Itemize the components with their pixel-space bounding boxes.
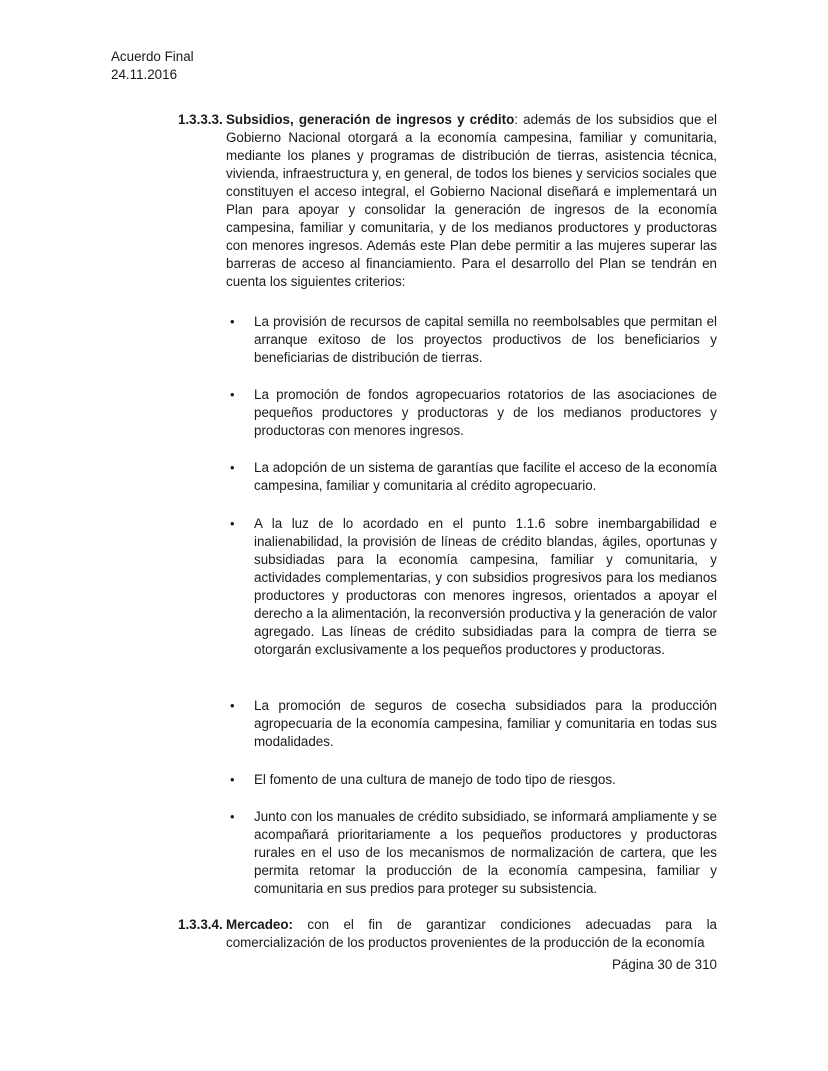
document-header: [111, 48, 194, 84]
section-number: 1.3.3.4.: [178, 917, 223, 932]
bullet-icon: •: [230, 387, 235, 402]
document-title: Acuerdo Final: [111, 49, 194, 64]
bullet-icon: •: [230, 460, 235, 475]
list-item-text: La promoción de fondos agropecuarios rotatorios de las asociaciones de pequeños productores y productoras y de los medianos productores y productoras con menores ingresos.: [254, 387, 717, 438]
section-intro-text: con el fin de garantizar condiciones adecuadas para la comercialización de los productos provenientes de la producción de la economía: [226, 917, 717, 950]
list-item-text: La adopción de un sistema de garantías que facilite el acceso de la economía campesina, familiar y comunitaria al crédito agropecuario.: [254, 460, 717, 493]
section-title: Mercadeo:: [226, 917, 293, 932]
bullet-icon: •: [230, 809, 235, 824]
list-item-text: Junto con los manuales de crédito subsidiado, se informará ampliamente y se acompañará prioritariamente a los pequeños productores y productoras rurales en el uso de los mecanismos de normalización de cartera, que les permita retomar la producción de la economía campesina, familiar y comunitaria en sus predios para proteger su subsistencia.: [254, 809, 717, 896]
section-number: 1.3.3.3.: [178, 112, 223, 127]
section-paragraph: [226, 916, 717, 952]
list-item-text: La promoción de seguros de cosecha subsidiados para la producción agropecuaria de la economía campesina, familiar y comunitaria en todas sus modalidades.: [254, 698, 717, 749]
page-number: Página 30 de 310: [612, 957, 717, 972]
section-intro-text: : además de los subsidios que el Gobierno Nacional otorgará a la economía campesina, familiar y comunitaria, mediante los planes y programas de distribución de tierras, asistencia técnica, vivienda, infraestructura y, en general, de todos los bienes y servicios sociales que constituyen el acceso integral, el Gobierno Nacional diseñará e implementará un Plan para apoyar y consolidar la generación de ingresos de la economía campesina, familiar y comunitaria, y de los medianos productores y productoras con menores ingresos. Además este Plan debe permitir a las mujeres superar las barreras de acceso al financiamiento. Para el desarrollo del Plan se tendrán en cuenta los siguientes criterios:: [226, 112, 717, 289]
section-title: Subsidios, generación de ingresos y crédito: [226, 112, 515, 127]
bullet-icon: •: [230, 698, 235, 713]
section-paragraph: [226, 111, 717, 291]
bullet-icon: •: [230, 516, 235, 531]
bullet-icon: •: [230, 314, 235, 329]
list-item-text: El fomento de una cultura de manejo de todo tipo de riesgos.: [254, 772, 616, 787]
list-item-text: La provisión de recursos de capital semilla no reembolsables que permitan el arranque exitoso de los proyectos productivos de los beneficiarios y beneficiarias de distribución de tierras.: [254, 314, 717, 365]
bullet-icon: •: [230, 772, 235, 787]
document-date: 24.11.2016: [111, 67, 178, 82]
list-item-text: A la luz de lo acordado en el punto 1.1.6 sobre inembargabilidad e inalienabilidad, la provisión de líneas de crédito blandas, ágiles, oportunas y subsidiadas para la economía campesina, familiar y comunitaria, y actividades complementarias, y con subsidios progresivos para los medianos productores y productoras con menores ingresos, orientados a apoyar el derecho a la alimentación, la reconversión productiva y la generación de valor agregado. Las líneas de crédito subsidiadas para la compra de tierra se otorgarán exclusivamente a los pequeños productores y productoras.: [254, 516, 717, 657]
